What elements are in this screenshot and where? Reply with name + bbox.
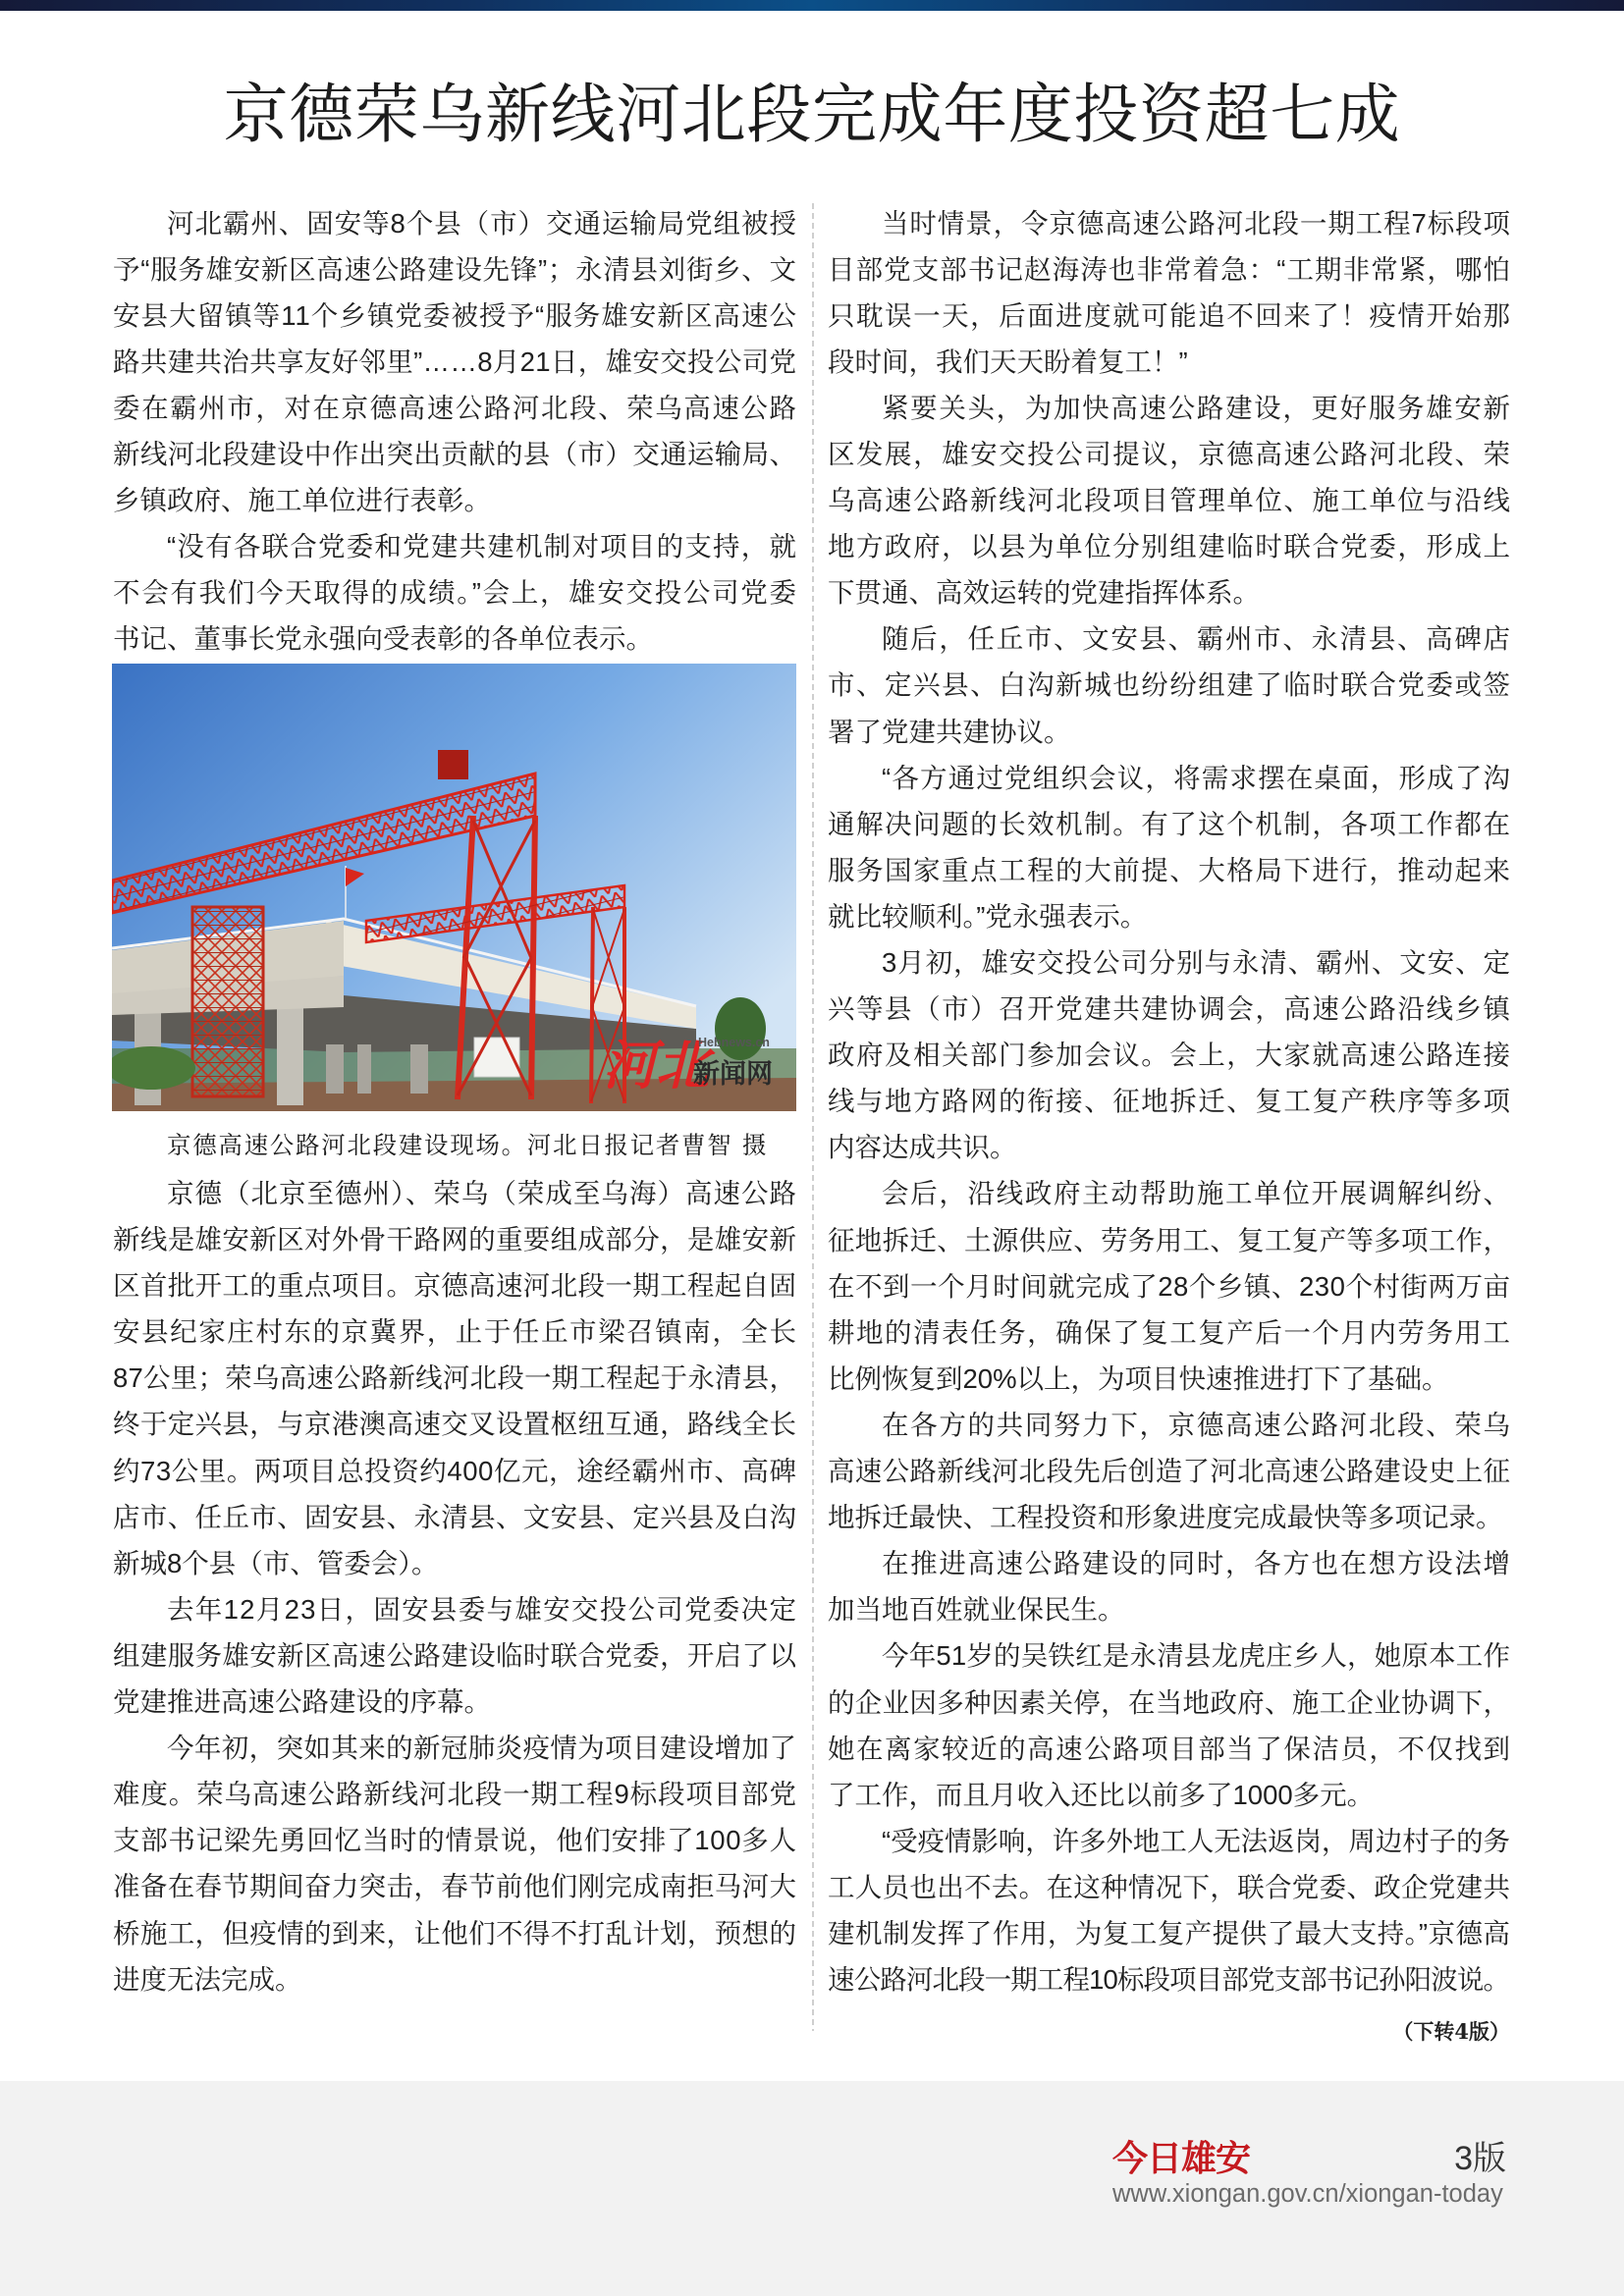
line-text: 在各方的共同努力下，京德高速公路河北段、荣乌 [882, 1409, 1512, 1440]
bridge-pier [277, 1001, 303, 1105]
text-line [828, 939, 1510, 986]
line-text: 河北霸州、固安等8个县（市）交通运输局党组被授 [167, 207, 797, 239]
text-line [828, 1263, 1510, 1309]
text-line [113, 200, 796, 246]
line-text: 的企业因多种因素关停，在当地政府、施工企业协调下， [828, 1686, 1511, 1718]
text-line [828, 1124, 1510, 1170]
text-line [113, 1494, 796, 1540]
text-line [113, 1679, 796, 1725]
article-title: 京德荣乌新线河北段完成年度投资超七成 [223, 78, 1401, 150]
text-line [828, 1818, 1510, 1864]
line-text: 京德（北京至德州）、荣乌（荣成至乌海）高速公路 [167, 1178, 798, 1208]
line-text: 紧要关头，为加快高速公路建设，更好服务雄安新 [882, 392, 1512, 423]
line-text: 加当地百姓就业保民生。 [828, 1594, 1125, 1626]
continued-note: （下转4版） [1392, 2019, 1510, 2044]
paragraph [828, 385, 1510, 615]
line-text: 店市、任丘市、固安县、永清县、文安县、定兴县及白沟 [113, 1501, 797, 1532]
paragraph [828, 1818, 1510, 2002]
line-text: 新线河北段建设中作出突出贡献的县（市）交通运输局、 [113, 438, 797, 469]
line-text: 今年51岁的吴铁红是永清县龙虎庄乡人，她原本工作 [882, 1640, 1511, 1672]
text-line [828, 385, 1510, 431]
right-column [828, 200, 1510, 2003]
line-text: 市、定兴县、白沟新城也纷纷组建了临时联合党委或签 [828, 669, 1512, 701]
line-text: 安县大留镇等11个乡镇党委被授予“服务雄安新区高速公 [113, 299, 798, 331]
text-line [113, 1540, 796, 1586]
text-line [828, 293, 1510, 339]
left-column-top [113, 200, 796, 663]
line-text: 进度无法完成。 [113, 1963, 302, 1995]
paragraph [828, 1632, 1510, 1817]
paragraph [828, 1540, 1510, 1632]
line-text: 地拆迁最快、工程投资和形象进度完成最快等多项记录。 [828, 1502, 1503, 1533]
text-line [113, 569, 796, 615]
text-line [828, 339, 1510, 385]
line-text: 约73公里。两项目总投资约400亿元，途经霸州市、高碑 [113, 1455, 797, 1486]
text-line [113, 477, 796, 523]
line-text: 3月初，雄安交投公司分别与永清、霸州、文安、定 [882, 947, 1511, 978]
line-text: “没有各联合党委和党建共建机制对项目的支持，就 [167, 531, 798, 562]
line-text: 只耽误一天，后面进度就可能追不回来了！疫情开始那 [828, 299, 1512, 331]
text-line [828, 1586, 1510, 1632]
text-line [828, 1032, 1510, 1078]
text-line [828, 246, 1510, 293]
bridge-pier [326, 1044, 344, 1094]
line-text: “各方通过党组织会议，将需求摆在桌面，形成了沟 [882, 762, 1512, 793]
line-text: 当时情景，令京德高速公路河北段一期工程7标段项 [882, 207, 1511, 239]
text-line [113, 1216, 796, 1262]
text-line [113, 1817, 796, 1863]
line-text: 区发展，雄安交投公司提议，京德高速公路河北段、荣 [828, 438, 1512, 469]
line-text: 署了党建共建协议。 [828, 716, 1071, 747]
line-text: 随后，任丘市、文安县、霸州市、永清县、高碑店 [882, 623, 1512, 655]
line-text: 工人员也出不去。在这种情况下，联合党委、政企党建共 [828, 1871, 1511, 1902]
text-line [828, 1170, 1510, 1216]
gantry-trolley [438, 750, 468, 779]
text-line [828, 1772, 1510, 1818]
text-line [113, 1863, 796, 1909]
text-line [113, 293, 796, 339]
line-text: 党建推进高速公路建设的序幕。 [113, 1686, 491, 1718]
text-line [113, 1170, 796, 1216]
text-line [113, 1632, 796, 1679]
text-line [113, 431, 796, 477]
text-line [828, 200, 1510, 246]
line-text: 通解决问题的长效机制。有了这个机制，各项工作都在 [828, 808, 1512, 839]
text-line [828, 1217, 1510, 1263]
text-line [828, 1540, 1510, 1586]
line-text: 内容达成共识。 [828, 1132, 1017, 1163]
paragraph [828, 1170, 1510, 1401]
line-text: 区首批开工的重点项目。京德高速河北段一期工程起自固 [113, 1270, 797, 1302]
line-text: 耕地的清表任务，确保了复工复产后一个月内劳务用工 [828, 1316, 1512, 1348]
line-text: “受疫情影响，许多外地工人无法返岗，周边村子的务 [882, 1825, 1510, 1856]
line-text: 乌高速公路新线河北段项目管理单位、施工单位与沿线 [828, 485, 1512, 516]
paragraph [113, 1586, 796, 1725]
text-line [828, 709, 1510, 755]
footer-url: www.xiongan.gov.cn/xiongan-today [1112, 2180, 1503, 2208]
line-text: 了工作，而且月收入还比以前多了1000多元。 [828, 1779, 1375, 1810]
line-text: 建机制发挥了作用，为复工复产提供了最大支持。”京德高 [828, 1917, 1511, 1949]
paragraph [828, 755, 1510, 939]
line-text: 委在霸州市，对在京德高速公路河北段、荣乌高速公路 [113, 392, 798, 423]
text-line [828, 986, 1510, 1032]
text-line [828, 1864, 1510, 1910]
line-text: 段时间，我们天天盼着复工！” [828, 346, 1188, 377]
text-line [828, 1356, 1510, 1402]
line-text: 准备在春节期间奋力突击，春节前他们刚完成南拒马河大 [113, 1871, 797, 1902]
paragraph [828, 939, 1510, 1170]
line-text: 支部书记梁先勇回忆当时的情景说，他们安排了100多人 [113, 1825, 797, 1856]
photo-caption: 京德高速公路河北段建设现场。河北日报记者曹智 摄 [167, 1131, 769, 1159]
text-line [828, 1632, 1510, 1679]
text-line [113, 246, 796, 293]
header-bar [0, 0, 1624, 11]
line-text: 今年初，突如其来的新冠肺炎疫情为项目建设增加了 [167, 1733, 797, 1764]
text-line [828, 569, 1510, 615]
line-text: 书记、董事长党永强向受表彰的各单位表示。 [113, 623, 653, 655]
text-line [828, 1078, 1510, 1124]
bridge-pier [357, 1044, 371, 1094]
line-text: 新线是雄安新区对外骨干路网的重要组成部分，是雄安新 [113, 1224, 797, 1255]
text-line [828, 1910, 1510, 1956]
line-text: 在推进高速公路建设的同时，各方也在想方设法增 [882, 1548, 1512, 1579]
text-line [828, 477, 1510, 523]
paragraph [828, 200, 1510, 385]
text-line [828, 847, 1510, 893]
line-text: 兴等县（市）召开党建共建协调会，高速公路沿线乡镇 [828, 993, 1512, 1025]
line-text: 路共建共治共享友好邻里”……8月21日，雄安交投公司党 [113, 346, 797, 377]
text-line [113, 615, 796, 662]
text-line [113, 1401, 796, 1447]
watermark-domain: Hebnews.cn [698, 1036, 770, 1049]
text-line [828, 1309, 1510, 1356]
tree [715, 997, 766, 1060]
paragraph [828, 1402, 1510, 1540]
line-text: 她在离家较近的高速公路项目部当了保洁员，不仅找到 [828, 1733, 1512, 1764]
text-line [828, 615, 1510, 662]
text-line [113, 1910, 796, 1956]
text-line [113, 1448, 796, 1494]
text-line [828, 523, 1510, 569]
text-line [828, 1956, 1510, 2002]
text-line [828, 1494, 1510, 1540]
text-line [828, 893, 1510, 939]
line-text: 速公路河北段一期工程10标段项目部党支部书记孙阳波说。 [828, 1964, 1510, 1996]
line-text: 下贯通、高效运转的党建指挥体系。 [828, 577, 1260, 609]
line-text: 会后，沿线政府主动帮助施工单位开展调解纠纷、 [882, 1178, 1512, 1209]
line-text: 比例恢复到20%以上，为项目快速推进打下了基础。 [828, 1362, 1449, 1394]
line-text: 地方政府，以县为单位分别组建临时联合党委，形成上 [828, 531, 1512, 562]
line-text: 新城8个县（市、管委会）。 [113, 1547, 439, 1578]
article-photo [112, 664, 796, 1111]
bridge-pier [410, 1044, 428, 1094]
line-text: 87公里；荣乌高速公路新线河北段一期工程起于永清县， [113, 1362, 797, 1394]
column-divider [812, 203, 814, 2031]
line-text: 政府及相关部门参加会议。会上，大家就高速公路连接 [828, 1040, 1512, 1071]
text-line [828, 1448, 1510, 1494]
construction-photo [112, 664, 796, 1111]
watermark-name: 新闻网 [693, 1059, 773, 1089]
text-line [828, 431, 1510, 477]
line-text: 不会有我们今天取得的成绩。”会上，雄安交投公司党委 [113, 577, 798, 609]
text-line [828, 1402, 1510, 1448]
text-line [113, 523, 796, 569]
line-text: 难度。荣乌高速公路新线河北段一期工程9标段项目部党 [113, 1779, 797, 1810]
watermark-logo: 河北 [603, 1034, 709, 1096]
line-text: 桥施工，但疫情的到来，让他们不得不打乱计划，预想的 [113, 1917, 797, 1949]
line-text: 服务国家重点工程的大前提、大格局下进行，推动起来 [828, 854, 1512, 885]
text-line [113, 1586, 796, 1632]
text-line [828, 1680, 1510, 1726]
text-line [113, 1355, 796, 1401]
paragraph [113, 523, 796, 662]
paragraph [113, 200, 796, 524]
text-line [113, 339, 796, 385]
text-line [113, 1725, 796, 1771]
footer [0, 2081, 1624, 2296]
line-text: 去年12月23日，固安县委与雄安交投公司党委决定 [167, 1593, 798, 1625]
line-text: 乡镇政府、施工单位进行表彰。 [113, 485, 491, 516]
text-line [113, 1956, 796, 2002]
line-text: 在不到一个月时间就完成了28个乡镇、230个村街两万亩 [828, 1270, 1511, 1302]
paragraph [828, 615, 1510, 754]
text-line [828, 755, 1510, 801]
publication-logo: 今日雄安 [1112, 2138, 1251, 2179]
line-text: 线与地方路网的衔接、征地拆迁、复工复产秩序等多项 [828, 1086, 1512, 1117]
text-line [828, 1726, 1510, 1772]
text-line [113, 1771, 796, 1817]
stair-tower [192, 907, 263, 1096]
text-line [113, 385, 796, 431]
line-text: 安县纪家庄村东的京冀界，止于任丘市梁召镇南，全长 [113, 1316, 798, 1348]
line-text: 终于定兴县，与京港澳高速交叉设置枢纽互通，路线全长 [113, 1409, 797, 1440]
paragraph [113, 1170, 796, 1586]
page-number: 3版 [1454, 2140, 1506, 2177]
paragraph [113, 1725, 796, 2002]
text-line [113, 1262, 796, 1308]
left-column-bottom [113, 1170, 796, 2002]
line-text: 予“服务雄安新区高速公路建设先锋”；永清县刘街乡、文 [113, 253, 797, 285]
text-line [828, 801, 1510, 847]
line-text: 就比较顺利。”党永强表示。 [828, 900, 1148, 932]
line-text: 组建服务雄安新区高速公路建设临时联合党委，开启了以 [113, 1639, 797, 1671]
line-text: 高速公路新线河北段先后创造了河北高速公路建设史上征 [828, 1456, 1511, 1487]
line-text: 征地拆迁、土源供应、劳务用工、复工复产等多项工作， [828, 1224, 1511, 1255]
line-text: 目部党支部书记赵海涛也非常着急：“工期非常紧，哪怕 [828, 253, 1512, 285]
text-line [113, 1308, 796, 1355]
text-line [828, 662, 1510, 708]
